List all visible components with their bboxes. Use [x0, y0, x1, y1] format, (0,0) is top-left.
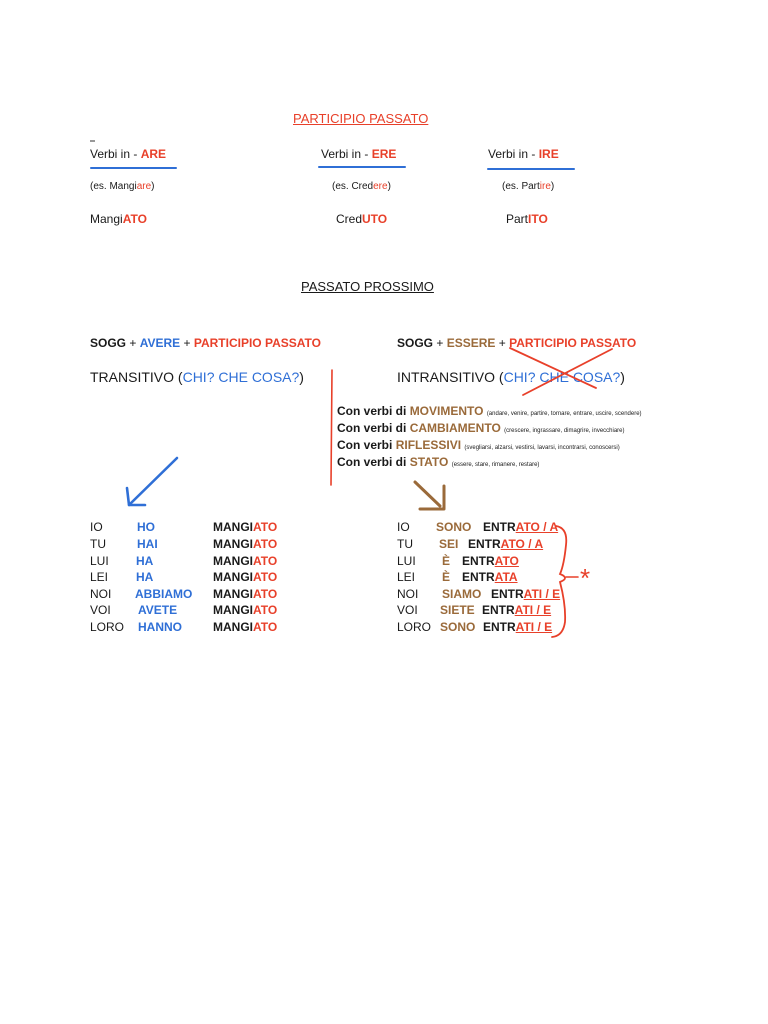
avere-part-voi: MANGIATO — [213, 603, 278, 617]
verbi-ire-label: Verbi in - IRE — [488, 147, 559, 161]
avere-pron-lei: LEI — [90, 570, 109, 584]
example-are: (es. Mangiare) — [90, 181, 155, 192]
cross-out-mark — [510, 348, 612, 395]
essere-pron-tu: TU — [397, 537, 413, 551]
avere-pron-tu: TU — [90, 537, 106, 551]
ending-are: ARE — [140, 147, 167, 161]
participio-title: PARTICIPIO PASSATO — [293, 111, 429, 126]
avere-pron-lui: LUI — [90, 554, 109, 568]
passato-title: PASSATO PROSSIMO — [301, 279, 434, 294]
avere-part-io: MANGIATO — [213, 520, 278, 534]
participle-ire: PartITO — [506, 212, 548, 226]
essere-aux-tu: SEI — [439, 537, 459, 551]
avere-aux-tu: HAI — [137, 537, 158, 551]
essere-aux-lui: È — [442, 554, 451, 568]
avere-pron-noi: NOI — [90, 587, 112, 601]
essere-pron-noi: NOI — [397, 587, 419, 601]
avere-pron-io: IO — [90, 520, 103, 534]
essere-pron-io: IO — [397, 520, 410, 534]
essere-aux-noi: SIAMO — [442, 587, 482, 601]
avere-pron-loro: LORO — [90, 620, 125, 634]
formula-avere: SOGG + AVERE + PARTICIPIO PASSATO — [90, 336, 321, 350]
formula-essere: SOGG + ESSERE + PARTICIPIO PASSATO — [397, 336, 637, 350]
essere-pron-lui: LUI — [397, 554, 416, 568]
blue-arrow-icon — [127, 458, 177, 505]
verbi-cambiamento: Con verbi di CAMBIAMENTO (crescere, ingrassare, dimagrire, invecchiare) — [337, 421, 625, 435]
asterisk-mark: * — [580, 563, 591, 593]
avere-part-lei: MANGIATO — [213, 570, 278, 584]
essere-part-loro: ENTRATI / E — [483, 620, 553, 634]
avere-aux-lei: HA — [136, 570, 154, 584]
verbi-movimento: Con verbi di MOVIMENTO (andare, venire, partire, tornare, entrare, uscire, scendere) — [337, 404, 642, 418]
essere-part-io: ENTRATO / A — [483, 520, 559, 534]
intransitivo-line: INTRANSITIVO (CHI? CHE COSA?) — [397, 369, 625, 385]
avere-aux-loro: HANNO — [138, 620, 182, 634]
avere-pron-voi: VOI — [90, 603, 111, 617]
ending-ire: IRE — [538, 147, 559, 161]
example-ire: (es. Partire) — [502, 181, 555, 192]
avere-part-lui: MANGIATO — [213, 554, 278, 568]
essere-aux-lei: È — [442, 570, 451, 584]
essere-aux-voi: SIETE — [440, 603, 475, 617]
essere-pron-lei: LEI — [397, 570, 416, 584]
avere-aux-lui: HA — [136, 554, 154, 568]
avere-aux-noi: ABBIAMO — [135, 587, 193, 601]
transitivo-line: TRANSITIVO (CHI? CHE COSA?) — [90, 369, 304, 385]
example-ere: (es. Credere) — [332, 181, 391, 192]
divider-line — [331, 370, 332, 485]
participle-ere: CredUTO — [336, 212, 388, 226]
avere-aux-io: HO — [137, 520, 155, 534]
brace-mark — [552, 526, 566, 637]
ending-ere: ERE — [371, 147, 397, 161]
participle-are: MangiATO — [90, 212, 147, 226]
avere-part-tu: MANGIATO — [213, 537, 278, 551]
essere-aux-loro: SONO — [440, 620, 476, 634]
essere-pron-voi: VOI — [397, 603, 418, 617]
essere-part-lei: ENTRATA — [462, 570, 518, 584]
essere-aux-io: SONO — [436, 520, 472, 534]
essere-part-voi: ENTRATI / E — [482, 603, 552, 617]
verbi-prefix: Verbi in - — [90, 147, 141, 161]
essere-part-tu: ENTRATO / A — [468, 537, 544, 551]
essere-pron-loro: LORO — [397, 620, 432, 634]
verbi-riflessivi: Con verbi RIFLESSIVI (svegliarsi, alzarsi, vestirsi, lavarsi, incontrarsi, conoscersi) — [337, 438, 620, 452]
avere-aux-voi: AVETE — [138, 603, 178, 617]
essere-part-lui: ENTRATO — [462, 554, 519, 568]
avere-part-loro: MANGIATO — [213, 620, 278, 634]
verbi-stato: Con verbi di STATO (essere, stare, rimanere, restare) — [337, 455, 540, 469]
brown-arrow-icon — [415, 482, 444, 509]
verbi-ere-label: Verbi in - ERE — [321, 147, 397, 161]
avere-part-noi: MANGIATO — [213, 587, 278, 601]
essere-part-noi: ENTRATI / E — [491, 587, 561, 601]
